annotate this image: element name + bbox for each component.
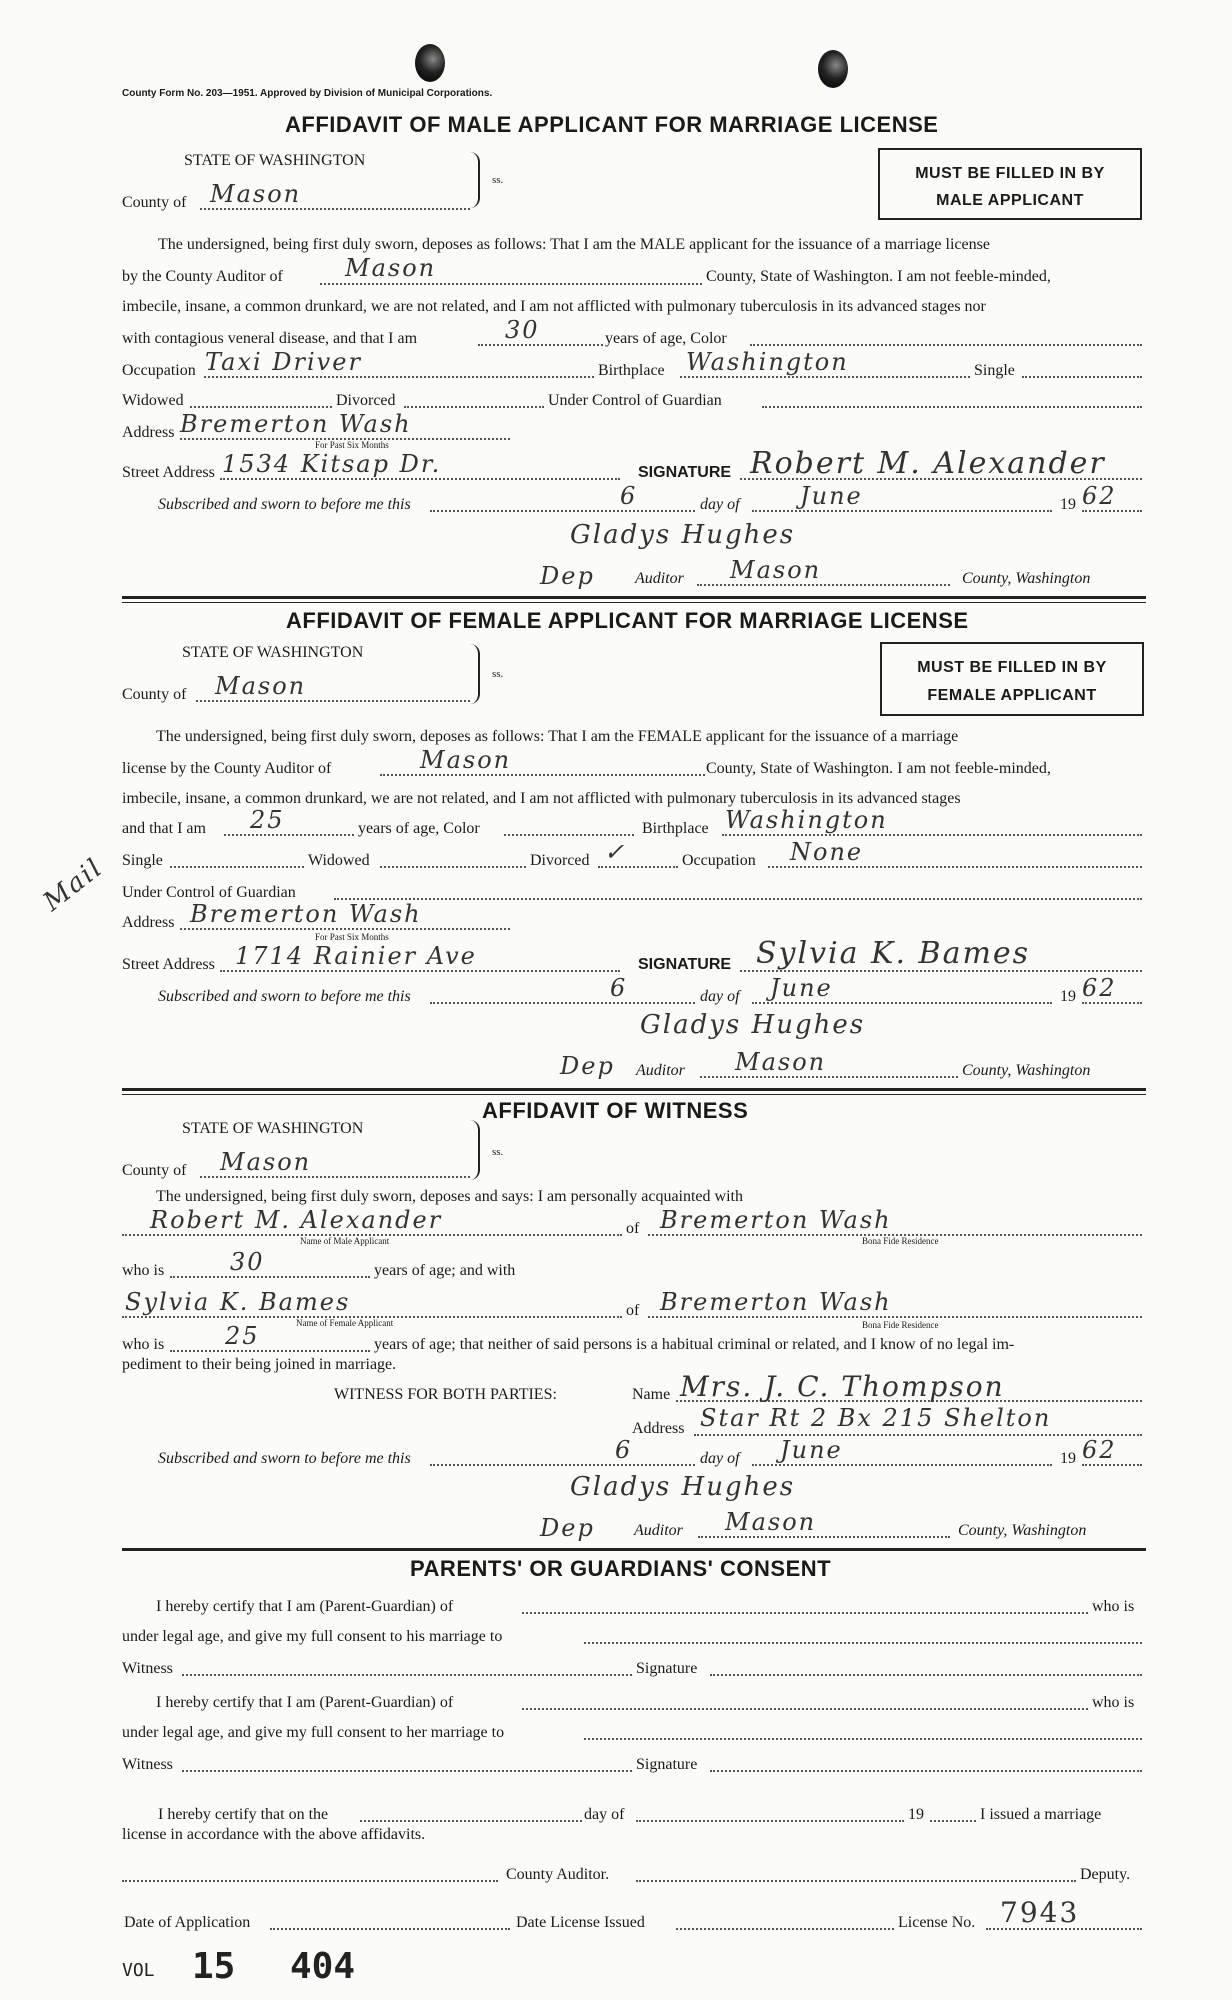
witness-county-washington: County, Washington	[958, 1522, 1087, 1539]
witness-day-of: day of	[700, 1450, 740, 1467]
female-auditor-county: Mason	[420, 746, 512, 774]
female-para-line4a: and that I am	[122, 820, 206, 837]
male-signature: Robert M. Alexander	[750, 446, 1106, 481]
witness-para-end2: pediment to their being joined in marriage.	[122, 1356, 397, 1373]
form-note: County Form No. 203—1951. Approved by Division of Municipal Corporations.	[122, 88, 493, 99]
male-para-line1: The undersigned, being first duly sworn, deposes as follows: That I am the MALE applicant for the issuance of a marriage license	[158, 236, 990, 253]
female-para-line1: The undersigned, being first duly sworn, deposes as follows: That I am the FEMALE applicant for the issuance of a marriage	[156, 728, 959, 745]
witness-sworn-day: 6	[615, 1436, 633, 1464]
witness-county-value: Mason	[220, 1148, 312, 1176]
divider	[122, 1088, 1146, 1091]
female-guardian-label: Under Control of Guardian	[122, 884, 296, 901]
male-year-prefix: 19	[1060, 496, 1076, 513]
male-birthplace-label: Birthplace	[598, 362, 665, 379]
female-street-label: Street Address	[122, 956, 215, 973]
male-dep: Dep	[540, 562, 595, 590]
male-street-label: Street Address	[122, 464, 215, 481]
male-occupation-value: Taxi Driver	[205, 348, 362, 376]
female-divorced-check: ✓	[604, 838, 627, 866]
male-para-line2a: by the County Auditor of	[122, 268, 283, 285]
consent-line3b: who is	[1092, 1694, 1135, 1711]
witness-both-parties: WITNESS FOR BOTH PARTIES:	[334, 1386, 557, 1403]
female-box-line2: FEMALE APPLICANT	[927, 687, 1097, 704]
witness-who-is-2: who is	[122, 1336, 165, 1353]
witness-para-line1: The undersigned, being first duly sworn, deposes and says: I am personally acquainted with	[156, 1188, 743, 1205]
female-sworn-day: 6	[610, 974, 628, 1002]
divider	[122, 1548, 1146, 1551]
female-signature: Sylvia K. Bames	[756, 936, 1031, 971]
male-auditor-county: Mason	[345, 254, 437, 282]
consent-section-title: PARENTS' OR GUARDIANS' CONSENT	[410, 1556, 832, 1581]
consent-signature-label-1: Signature	[636, 1660, 698, 1677]
male-ss: ss.	[492, 174, 504, 186]
witness-male-res-caption: Bona Fide Residence	[862, 1236, 939, 1246]
female-para-line4b: years of age, Color	[358, 820, 480, 837]
witness-female-name: Sylvia K. Bames	[125, 1288, 351, 1316]
witness-who-is-1: who is	[122, 1262, 165, 1279]
female-auditor-label: Auditor	[636, 1062, 685, 1079]
female-widowed-label: Widowed	[308, 852, 370, 869]
witness-state: STATE OF WASHINGTON	[182, 1120, 364, 1137]
volume-number: 15	[192, 1946, 236, 1987]
cert-text-d: I issued a marriage	[980, 1806, 1102, 1823]
female-birthplace-label: Birthplace	[642, 820, 709, 837]
male-guardian-label: Under Control of Guardian	[548, 392, 722, 409]
consent-line2: under legal age, and give my full consent to his marriage to	[122, 1628, 503, 1645]
cert-text-c: 19	[908, 1806, 924, 1823]
female-sworn-year: 62	[1082, 974, 1117, 1002]
county-auditor-label: County Auditor.	[506, 1866, 610, 1883]
male-county-label: County of	[122, 194, 187, 211]
female-birthplace-value: Washington	[725, 806, 888, 834]
female-para-line2b: County, State of Washington. I am not feeble-minded,	[706, 760, 1051, 777]
female-divorced-label: Divorced	[530, 852, 590, 869]
female-para-line2a: license by the County Auditor of	[122, 760, 332, 777]
male-single-label: Single	[974, 362, 1015, 379]
witness-female-residence: Bremerton Wash	[660, 1288, 892, 1316]
witness-sworn-text: Subscribed and sworn to before me this	[158, 1450, 411, 1467]
male-para-line4a: with contagious veneral disease, and that I am	[122, 330, 418, 347]
witness-female-name-caption: Name of Female Applicant	[296, 1318, 394, 1328]
female-day-of: day of	[700, 988, 740, 1005]
male-divorced-label: Divorced	[336, 392, 396, 409]
witness-name-label: Name	[632, 1386, 671, 1403]
male-para-line4b: years of age, Color	[605, 330, 727, 347]
female-box-line1: MUST BE FILLED IN BY	[917, 659, 1107, 676]
male-sworn-day: 6	[620, 482, 638, 510]
male-county-washington: County, Washington	[962, 570, 1091, 587]
witness-sworn-month: June	[780, 1436, 843, 1464]
date-application-label: Date of Application	[124, 1914, 251, 1931]
witness-section-title: AFFIDAVIT OF WITNESS	[482, 1098, 749, 1123]
male-street-value: 1534 Kitsap Dr.	[222, 450, 442, 478]
witness-auditor-label: Auditor	[634, 1522, 683, 1539]
male-auditor-signature: Mason	[730, 556, 822, 584]
male-section-title: AFFIDAVIT OF MALE APPLICANT FOR MARRIAGE LICENSE	[285, 112, 939, 137]
consent-witness-label-1: Witness	[122, 1660, 173, 1677]
witness-years-and: years of age; and with	[374, 1262, 516, 1279]
male-brace	[468, 152, 480, 208]
divider	[122, 596, 1146, 599]
witness-male-name: Robert M. Alexander	[150, 1206, 443, 1234]
witness-sworn-year: 62	[1082, 1436, 1117, 1464]
divider	[122, 1094, 1146, 1095]
witness-male-age: 30	[230, 1248, 265, 1276]
cert-text-b: day of	[584, 1806, 625, 1823]
witness-dep: Dep	[540, 1514, 595, 1542]
female-sworn-month: June	[770, 974, 833, 1002]
female-ss: ss.	[492, 668, 504, 680]
date-issued-label: Date License Issued	[516, 1914, 645, 1931]
male-address-value: Bremerton Wash	[180, 410, 412, 438]
male-para-line2b: County, State of Washington. I am not feeble-minded,	[706, 268, 1051, 285]
female-county-value: Mason	[215, 672, 307, 700]
male-box-line2: MALE APPLICANT	[936, 192, 1084, 209]
female-occupation-label: Occupation	[682, 852, 756, 869]
witness-clerk-signature: Gladys Hughes	[570, 1472, 796, 1502]
punch-hole	[415, 44, 445, 82]
page-number: 404	[290, 1946, 356, 1987]
consent-witness-label-2: Witness	[122, 1756, 173, 1773]
witness-brace	[468, 1120, 480, 1180]
female-county-label: County of	[122, 686, 187, 703]
female-address-label: Address	[122, 914, 175, 931]
witness-female-age: 25	[225, 1322, 260, 1350]
male-state: STATE OF WASHINGTON	[184, 152, 366, 169]
male-signature-label: SIGNATURE	[638, 464, 732, 481]
witness-of-1: of	[626, 1220, 640, 1237]
male-para-line3: imbecile, insane, a common drunkard, we are not related, and I am not afflicted with pulmonary tuberculosis in its advanced stages nor	[122, 298, 986, 315]
female-sworn-text: Subscribed and sworn to before me this	[158, 988, 411, 1005]
female-county-washington: County, Washington	[962, 1062, 1091, 1079]
consent-line4: under legal age, and give my full consent to her marriage to	[122, 1724, 505, 1741]
margin-note: Mail	[37, 852, 109, 918]
female-age: 25	[250, 806, 285, 834]
female-year-prefix: 19	[1060, 988, 1076, 1005]
witness-ss: ss.	[492, 1146, 504, 1158]
female-state: STATE OF WASHINGTON	[182, 644, 364, 661]
punch-hole	[818, 50, 848, 88]
female-auditor-signature: Mason	[735, 1048, 827, 1076]
male-address-label: Address	[122, 424, 175, 441]
male-box-line1: MUST BE FILLED IN BY	[915, 165, 1105, 182]
witness-address-label: Address	[632, 1420, 685, 1437]
witness-female-res-caption: Bona Fide Residence	[862, 1320, 939, 1330]
cert-text-e: license in accordance with the above affidavits.	[122, 1826, 426, 1843]
male-birthplace-value: Washington	[686, 348, 849, 376]
witness-address-value: Star Rt 2 Bx 215 Shelton	[700, 1404, 1052, 1432]
male-sworn-month: June	[800, 482, 863, 510]
male-clerk-signature: Gladys Hughes	[570, 520, 796, 550]
witness-male-residence: Bremerton Wash	[660, 1206, 892, 1234]
male-sworn-year: 62	[1082, 482, 1117, 510]
witness-male-name-caption: Name of Male Applicant	[300, 1236, 390, 1246]
female-street-value: 1714 Rainier Ave	[235, 942, 477, 970]
female-single-label: Single	[122, 852, 163, 869]
witness-name-value: Mrs. J. C. Thompson	[680, 1370, 1005, 1403]
witness-of-2: of	[626, 1302, 640, 1319]
female-must-fill-box	[880, 642, 1144, 716]
license-no-label: License No.	[898, 1914, 976, 1931]
female-occupation-value: None	[790, 838, 864, 866]
cert-text-a: I hereby certify that on the	[158, 1806, 329, 1823]
female-address-value: Bremerton Wash	[190, 900, 422, 928]
consent-line1b: who is	[1092, 1598, 1135, 1615]
male-age: 30	[505, 316, 540, 344]
male-auditor-label: Auditor	[635, 570, 684, 587]
consent-signature-label-2: Signature	[636, 1756, 698, 1773]
witness-para-end1: years of age; that neither of said persons is a habitual criminal or related, and I know of no legal im-	[374, 1336, 1015, 1353]
consent-line1a: I hereby certify that I am (Parent-Guardian) of	[156, 1598, 454, 1615]
male-sworn-text: Subscribed and sworn to before me this	[158, 496, 411, 513]
male-past-six: For Past Six Months	[315, 440, 389, 450]
divider	[122, 602, 1146, 603]
male-widowed-label: Widowed	[122, 392, 184, 409]
female-past-six: For Past Six Months	[315, 932, 389, 942]
female-clerk-signature: Gladys Hughes	[640, 1010, 866, 1040]
license-number-value: 7943	[1000, 1896, 1080, 1929]
witness-auditor-signature: Mason	[725, 1508, 817, 1536]
female-para-line3: imbecile, insane, a common drunkard, we are not related, and I am not afflicted with pulmonary tuberculosis in its advanced stages	[122, 790, 961, 807]
female-brace	[468, 644, 480, 704]
volume-label: VOL	[122, 1960, 155, 1981]
witness-county-label: County of	[122, 1162, 187, 1179]
male-occupation-label: Occupation	[122, 362, 196, 379]
female-dep: Dep	[560, 1052, 615, 1080]
deputy-label: Deputy.	[1080, 1866, 1131, 1883]
male-county-value: Mason	[210, 180, 302, 208]
female-section-title: AFFIDAVIT OF FEMALE APPLICANT FOR MARRIAGE LICENSE	[286, 608, 969, 633]
consent-line3a: I hereby certify that I am (Parent-Guardian) of	[156, 1694, 454, 1711]
male-must-fill-box	[878, 148, 1142, 220]
male-day-of: day of	[700, 496, 740, 513]
female-signature-label: SIGNATURE	[638, 956, 732, 973]
witness-year-prefix: 19	[1060, 1450, 1076, 1467]
